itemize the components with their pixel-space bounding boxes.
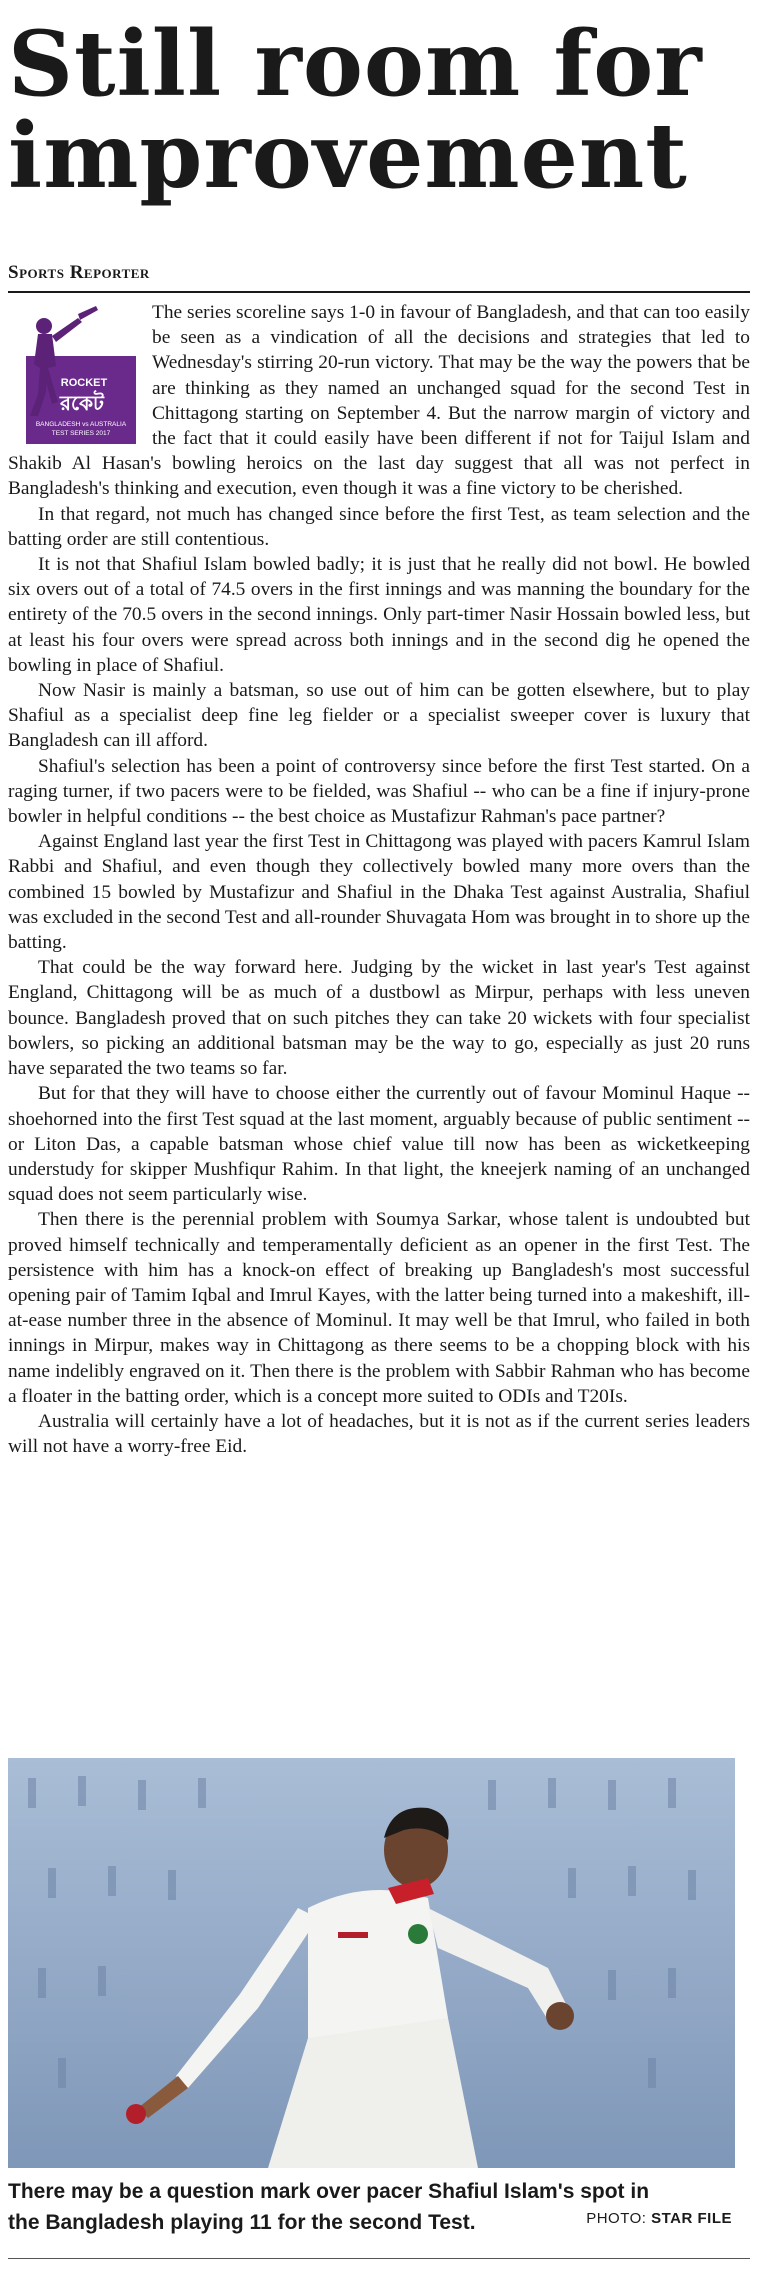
series-logo — [8, 304, 138, 446]
photo-credit-source: STAR FILE — [651, 2210, 732, 2227]
paragraph-7: That could be the way forward here. Judging by the wicket in last year's Test against England, Chittagong will be as much of a dustbowl as Mirpur, perhaps with less uneven bounce. Bangladesh proved that on such pitches they can take 20 wickets with four specialist bowlers, so picking an additional batsman may be the way to go, especially as just 20 runs have separated the two teams so far. — [8, 957, 750, 1080]
headline-line-2: improvement — [8, 103, 688, 209]
article-body — [8, 300, 750, 1459]
paragraph-9: Then there is the perennial problem with Soumya Sarkar, whose talent is undoubted but proved himself technically and temperamentally deficient as an opener in the first Test. The persistence with him has a knock-on effect of breaking up Bangladesh's most successful opening pair of Tamim Iqbal and Imrul Kayes, with the latter being turned into a makeshift, ill-at-ease number three in the absence of Mominul. It may well be that Imrul, who failed in both innings in Mirpur, makes way in Chittagong as there seems to be a chopping block with his name indelibly engraved on it. Then there is the problem with Sabbir Rahman who has become a floater in the batting order, which is a concept more suited to ODIs and T20Is. — [8, 1209, 750, 1407]
bottom-divider — [8, 2258, 750, 2259]
paragraph-2: In that regard, not much has changed since before the first Test, as team selection and the batting order are still contentious. — [8, 503, 750, 550]
caption-line-2: the Bangladesh playing 11 for the second Test. — [8, 2211, 476, 2234]
photo-credit — [586, 2210, 732, 2227]
paragraph-5: Shafiul's selection has been a point of controversy since before the first Test started. On a raging turner, if two pacers were to be fielded, was Shafiul -- who can be a fine if injury-prone bowler in helpful conditions -- the best choice as Mustafizur Rahman's pace partner? — [8, 755, 750, 828]
photo-credit-label: PHOTO: — [586, 2210, 647, 2227]
headline-line-1: Still room for — [8, 11, 703, 117]
paragraph-3: It is not that Shafiul Islam bowled badly; it is just that he really did not bowl. He bowled six overs out of a total of 74.5 overs in the first innings and was manning the boundary for the entirety of the 70.5 overs in the second innings. Only part-timer Nasir Hossain bowled less, but at least his four overs were spread across both innings and in the second dig he opened the bowling in place of Shafiul. — [8, 554, 750, 676]
paragraph-1: The series scoreline says 1-0 in favour of Bangladesh, and that can too easily be seen as a vindication of all the decisions and strategies that led to Wednesday's stirring 20-run victory. That may be the way the powers that be are thinking as they named an unchanged squad for the second Test in Chittagong starting on September 4. But the narrow margin of victory and the fact that it could easily have been different if not for Taijul Islam and Shakib Al Hasan's bowling heroics on the last day suggest that all was not perfect in Bangladesh's thinking and execution, even though it was a fine victory to be cherished. — [8, 302, 750, 500]
caption-line-1: There may be a question mark over pacer Shafiul Islam's spot in — [8, 2180, 650, 2203]
paragraph-4: Now Nasir is mainly a batsman, so use out of him can be gotten elsewhere, but to play Shafiul as a specialist deep fine leg fielder or a specialist sweeper cover is luxury that Bangladesh can ill afford. — [8, 680, 750, 752]
team-badge-icon — [408, 1924, 428, 1944]
cricket-bowler-photo-graphic — [8, 1758, 735, 2168]
series-logo-graphic — [8, 304, 138, 446]
cricket-ball-icon — [126, 2104, 146, 2124]
cricket-bowler-photo — [8, 1758, 735, 2168]
logo-word: ROCKET — [60, 377, 108, 389]
paragraph-8: But for that they will have to choose either the currently out of favour Mominul Haque -- shoehorned into the first Test squad at the last moment, arguably because of public sentiment -- or Liton Das, a capable batsman whose chief value till now has been as wicketkeeping understudy for skipper Mushfiqur Rahim. In that light, the kneejerk naming of an unchanged squad does not seem particularly wise. — [8, 1083, 750, 1206]
paragraph-10: Australia will certainly have a lot of headaches, but it is not as if the current series leaders will not have a worry-free Eid. — [8, 1410, 750, 1458]
byline: Sports Reporter — [8, 262, 150, 283]
logo-script: রকেট — [60, 391, 104, 415]
logo-tagline: BANGLADESH vs AUSTRALIA — [35, 421, 127, 428]
photo-caption — [8, 2176, 748, 2238]
byline-divider — [8, 291, 750, 293]
headline — [8, 11, 748, 209]
paragraph-6: Against England last year the first Test in Chittagong was played with pacers Kamrul Islam Rabbi and Shafiul, and even though they collectively bowled many more overs than the combined 15 bowled by Mustafizur and Shafiul in the Dhaka Test against Australia, Shafiul was excluded in the second Test and all-rounder Shuvagata Hom was brought in to shore up the batting. — [8, 831, 750, 954]
logo-subtag: TEST SERIES 2017 — [51, 430, 111, 437]
